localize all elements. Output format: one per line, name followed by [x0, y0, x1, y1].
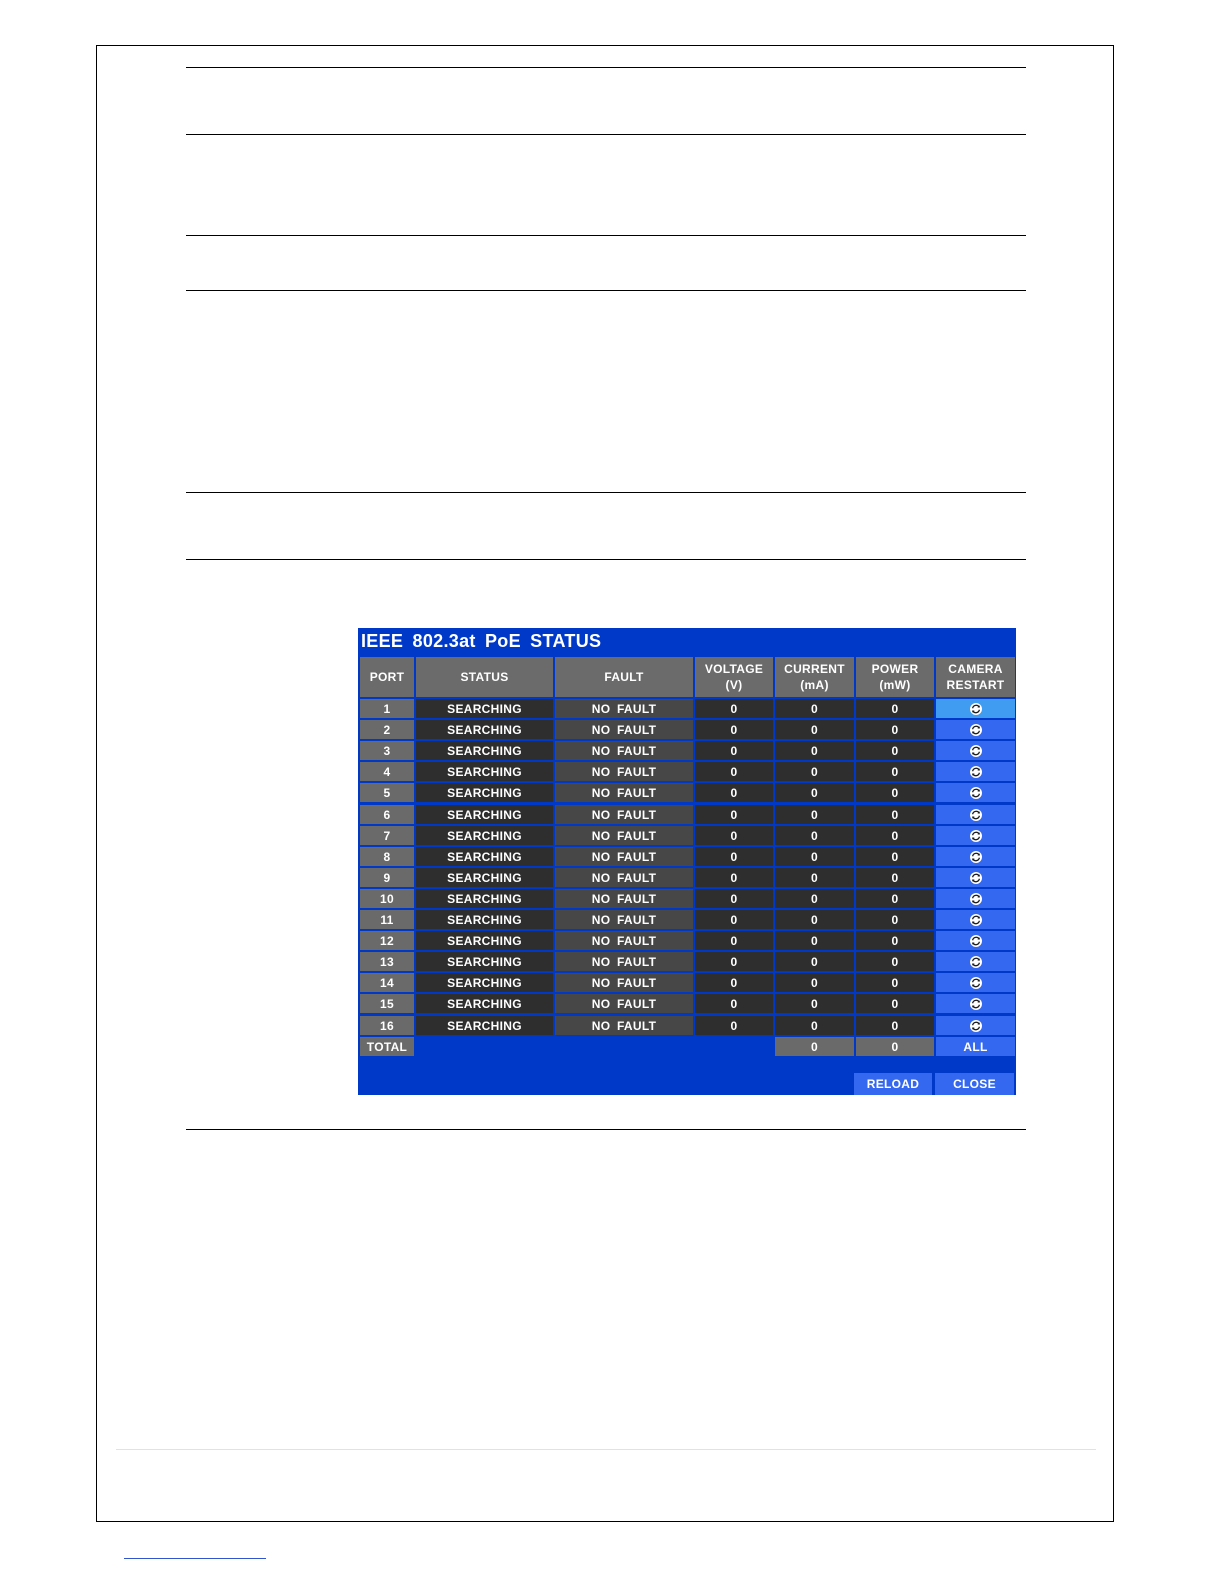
divider [186, 1129, 1026, 1130]
port-fault: NO FAULT [555, 889, 693, 908]
refresh-icon [969, 829, 983, 843]
port-voltage: 0 [695, 952, 773, 971]
camera-restart-button[interactable] [936, 973, 1015, 992]
divider [186, 235, 1026, 236]
total-label: TOTAL [360, 1037, 414, 1056]
port-current: 0 [775, 931, 854, 950]
divider [186, 492, 1026, 493]
refresh-icon [969, 786, 983, 800]
port-power: 0 [856, 805, 934, 824]
port-fault: NO FAULT [555, 741, 693, 760]
port-fault: NO FAULT [555, 762, 693, 781]
port-status: SEARCHING [416, 783, 553, 802]
header-status: STATUS [416, 657, 553, 697]
port-number: 5 [360, 783, 414, 802]
port-current: 0 [775, 973, 854, 992]
refresh-icon [969, 892, 983, 906]
port-current: 0 [775, 805, 854, 824]
port-current: 0 [775, 994, 854, 1013]
header-voltage-label: VOLTAGE [704, 662, 764, 676]
port-current: 0 [775, 868, 854, 887]
divider [186, 559, 1026, 560]
port-status: SEARCHING [416, 720, 553, 739]
port-voltage: 0 [695, 762, 773, 781]
port-status: SEARCHING [416, 868, 553, 887]
refresh-icon [969, 702, 983, 716]
port-voltage: 0 [695, 805, 773, 824]
footer-divider [116, 1449, 1096, 1450]
header-restart-label-2: RESTART [946, 678, 1005, 692]
camera-restart-button[interactable] [936, 910, 1015, 929]
port-voltage: 0 [695, 720, 773, 739]
port-fault: NO FAULT [555, 699, 693, 718]
header-power [856, 657, 934, 697]
port-status: SEARCHING [416, 847, 553, 866]
port-number: 15 [360, 994, 414, 1013]
port-fault: NO FAULT [555, 805, 693, 824]
window-title: IEEE 802.3at PoE STATUS [361, 631, 602, 651]
divider [186, 67, 1026, 68]
refresh-icon [969, 976, 983, 990]
port-status: SEARCHING [416, 952, 553, 971]
port-fault: NO FAULT [555, 783, 693, 802]
restart-all-button[interactable]: ALL [936, 1037, 1015, 1056]
camera-restart-button[interactable] [936, 994, 1015, 1013]
port-status: SEARCHING [416, 973, 553, 992]
port-fault: NO FAULT [555, 931, 693, 950]
camera-restart-button[interactable] [936, 762, 1015, 781]
port-number: 8 [360, 847, 414, 866]
port-current: 0 [775, 783, 854, 802]
port-current: 0 [775, 762, 854, 781]
header-current-unit: (mA) [800, 678, 829, 692]
port-voltage: 0 [695, 699, 773, 718]
port-current: 0 [775, 741, 854, 760]
port-number: 2 [360, 720, 414, 739]
port-power: 0 [856, 1016, 934, 1035]
port-current: 0 [775, 952, 854, 971]
refresh-icon [969, 808, 983, 822]
port-voltage: 0 [695, 826, 773, 845]
port-fault: NO FAULT [555, 1016, 693, 1035]
port-fault: NO FAULT [555, 952, 693, 971]
port-power: 0 [856, 889, 934, 908]
port-number: 16 [360, 1016, 414, 1035]
divider [186, 134, 1026, 135]
total-current: 0 [775, 1037, 854, 1056]
port-status: SEARCHING [416, 762, 553, 781]
port-fault: NO FAULT [555, 973, 693, 992]
port-power: 0 [856, 931, 934, 950]
port-current: 0 [775, 910, 854, 929]
port-current: 0 [775, 1016, 854, 1035]
refresh-icon [969, 723, 983, 737]
camera-restart-button[interactable] [936, 783, 1015, 802]
port-power: 0 [856, 868, 934, 887]
camera-restart-button[interactable] [936, 805, 1015, 824]
camera-restart-button[interactable] [936, 931, 1015, 950]
port-power: 0 [856, 720, 934, 739]
camera-restart-button[interactable] [936, 699, 1015, 718]
total-power: 0 [856, 1037, 934, 1056]
refresh-icon [969, 765, 983, 779]
port-status: SEARCHING [416, 1016, 553, 1035]
port-voltage: 0 [695, 910, 773, 929]
port-status: SEARCHING [416, 699, 553, 718]
port-number: 11 [360, 910, 414, 929]
poe-status-window [358, 628, 1016, 1095]
port-number: 1 [360, 699, 414, 718]
refresh-icon [969, 744, 983, 758]
port-voltage: 0 [695, 1016, 773, 1035]
port-status: SEARCHING [416, 889, 553, 908]
port-voltage: 0 [695, 847, 773, 866]
port-number: 9 [360, 868, 414, 887]
port-power: 0 [856, 741, 934, 760]
port-number: 4 [360, 762, 414, 781]
port-number: 7 [360, 826, 414, 845]
port-fault: NO FAULT [555, 720, 693, 739]
port-number: 3 [360, 741, 414, 760]
refresh-icon [969, 850, 983, 864]
port-power: 0 [856, 762, 934, 781]
port-voltage: 0 [695, 994, 773, 1013]
camera-restart-button[interactable] [936, 826, 1015, 845]
port-status: SEARCHING [416, 826, 553, 845]
header-current-label: CURRENT [784, 662, 845, 676]
port-status: SEARCHING [416, 805, 553, 824]
port-fault: NO FAULT [555, 994, 693, 1013]
camera-restart-button[interactable] [936, 889, 1015, 908]
port-voltage: 0 [695, 889, 773, 908]
refresh-icon [969, 997, 983, 1011]
header-voltage [695, 657, 773, 697]
header-port: PORT [360, 657, 414, 697]
port-power: 0 [856, 910, 934, 929]
close-button[interactable]: CLOSE [935, 1073, 1014, 1095]
refresh-icon [969, 913, 983, 927]
port-power: 0 [856, 847, 934, 866]
port-number: 10 [360, 889, 414, 908]
camera-restart-button[interactable] [936, 741, 1015, 760]
port-fault: NO FAULT [555, 847, 693, 866]
port-current: 0 [775, 847, 854, 866]
refresh-icon [969, 955, 983, 969]
port-current: 0 [775, 699, 854, 718]
port-power: 0 [856, 952, 934, 971]
port-current: 0 [775, 826, 854, 845]
port-status: SEARCHING [416, 910, 553, 929]
header-camera-restart [936, 657, 1015, 697]
port-number: 12 [360, 931, 414, 950]
camera-restart-button[interactable] [936, 847, 1015, 866]
header-current [775, 657, 854, 697]
port-fault: NO FAULT [555, 910, 693, 929]
camera-restart-button[interactable] [936, 868, 1015, 887]
refresh-icon [969, 871, 983, 885]
camera-restart-button[interactable] [936, 952, 1015, 971]
port-number: 14 [360, 973, 414, 992]
port-fault: NO FAULT [555, 868, 693, 887]
port-number: 13 [360, 952, 414, 971]
port-power: 0 [856, 994, 934, 1013]
port-fault: NO FAULT [555, 826, 693, 845]
port-status: SEARCHING [416, 994, 553, 1013]
port-power: 0 [856, 973, 934, 992]
refresh-icon [969, 1019, 983, 1033]
header-restart-label: CAMERA [948, 662, 1003, 676]
camera-restart-button[interactable] [936, 1016, 1015, 1035]
refresh-icon [969, 934, 983, 948]
port-voltage: 0 [695, 783, 773, 802]
header-voltage-unit: (V) [725, 678, 743, 692]
port-power: 0 [856, 783, 934, 802]
header-fault: FAULT [555, 657, 693, 697]
port-current: 0 [775, 720, 854, 739]
camera-restart-button[interactable] [936, 720, 1015, 739]
port-voltage: 0 [695, 868, 773, 887]
port-status: SEARCHING [416, 931, 553, 950]
port-voltage: 0 [695, 741, 773, 760]
header-power-label: POWER [871, 662, 919, 676]
port-current: 0 [775, 889, 854, 908]
port-voltage: 0 [695, 973, 773, 992]
port-voltage: 0 [695, 931, 773, 950]
header-power-unit: (mW) [879, 678, 911, 692]
port-number: 6 [360, 805, 414, 824]
port-power: 0 [856, 826, 934, 845]
port-power: 0 [856, 699, 934, 718]
divider [186, 290, 1026, 291]
footnote-rule [124, 1558, 266, 1559]
port-status: SEARCHING [416, 741, 553, 760]
reload-button[interactable]: RELOAD [854, 1073, 932, 1095]
